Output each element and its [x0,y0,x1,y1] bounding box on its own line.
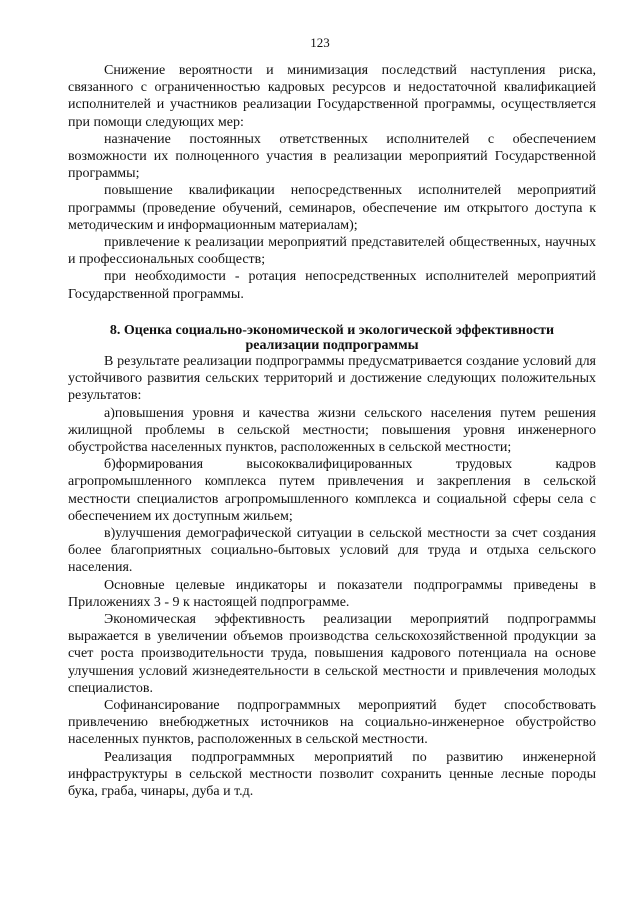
paragraph-result-b: б)формирования высококвалифицированных трудовых кадров агропромышленного комплекса путем привлечения и закрепления в сельской местности специалистов агропромышленного комплекса и социальной сферы села с обеспечением их доступным жильем; [68,457,596,524]
paragraph-measure-involve-communities: привлечение к реализации мероприятий представителей общественных, научных и профессиональных сообществ; [68,235,596,268]
risk-mitigation-section [68,62,596,303]
section-8-body [68,353,596,800]
paragraph-measure-rotation: при необходимости - ротация непосредственных исполнителей мероприятий Государственной программы. [68,269,596,302]
paragraph-risk-intro: Снижение вероятности и минимизация последствий наступления риска, связанного с ограниченностью кадровых ресурсов и недостаточной квалификацией исполнителей и участников реализации Государственной программы, осуществляется при помощи следующих мер: [68,63,596,130]
paragraph-indicators: Основные целевые индикаторы и показатели подпрограммы приведены в Приложениях 3 - 9 к настоящей подпрограмме. [68,577,596,610]
paragraph-cofinancing: Софинансирование подпрограммных мероприятий будет способствовать привлечению внебюджетных источников на социально-инженерное обустройство населенных пунктов, расположенных в сельской местности. [68,698,596,748]
paragraph-economic-efficiency: Экономическая эффективность реализации мероприятий подпрограммы выражается в увеличении объемов производства сельскохозяйственной продукции за счет роста производительности труда, повышения кадрового потенциала на основе улучшения условий жизнедеятельности в сельской местности и привлечения молодых специалистов. [68,612,596,696]
paragraph-measure-assign-executors: назначение постоянных ответственных исполнителей с обеспечением возможности их полноценного участия в реализации мероприятий Государственной программы; [68,131,596,182]
section-heading-line-2: реализации подпрограммы [245,338,419,353]
paragraph-result-a: а)повышения уровня и качества жизни сельского населения путем решения жилищной проблемы в сельской местности; повышения уровня инженерного обустройства населенных пунктов, расположенных в сельской местности; [68,405,596,456]
section-8-heading [68,323,596,353]
section-heading-line-1: 8. Оценка социально-экономической и экологической эффективности [109,323,555,338]
paragraph-infrastructure: Реализация подпрограммных мероприятий по развитию инженерной инфраструктуры в сельской местности позволит сохранить ценные лесные породы бука, граба, чинары, дуба и т.д. [68,749,596,800]
paragraph-results-intro: В результате реализации подпрограммы предусматривается создание условий для устойчивого развития сельских территорий и достижение следующих положительных результатов: [68,354,596,404]
paragraph-measure-training: повышение квалификации непосредственных исполнителей мероприятий программы (проведение обучений, семинаров, обеспечение им открытого доступа к методическим и информационным материалам); [68,183,596,233]
page-number: 123 [310,35,330,50]
paragraph-result-c: в)улучшения демографической ситуации в сельской местности за счет создания более благоприятных социально-бытовых условий для труда и отдыха сельского населения. [68,526,596,576]
